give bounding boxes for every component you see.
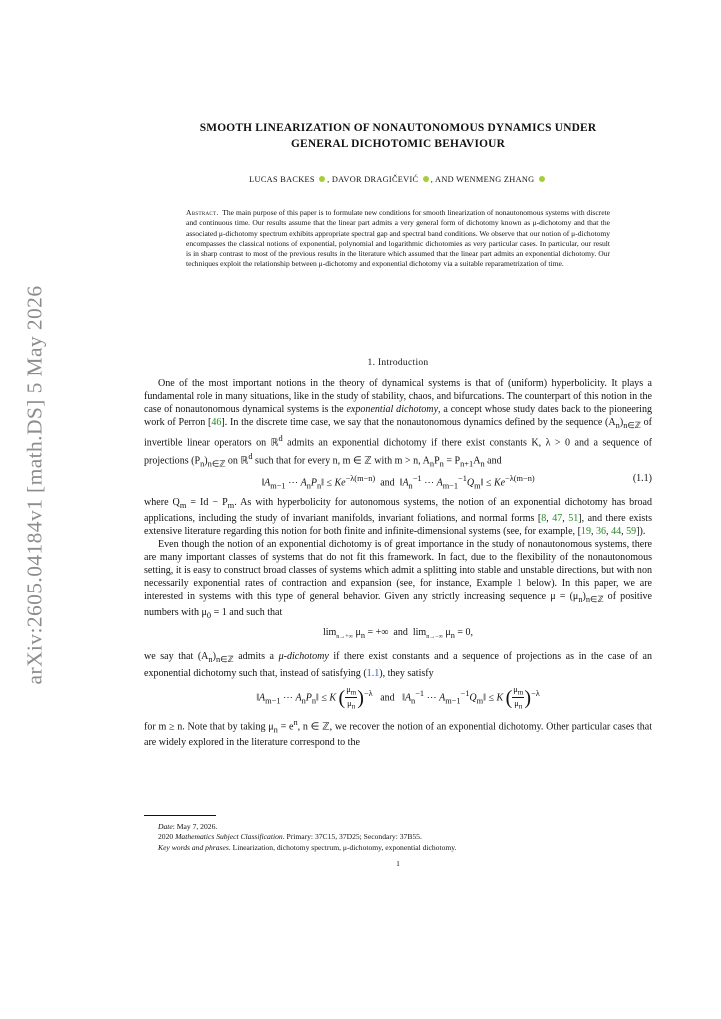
abstract-text: The main purpose of this paper is to formulate new conditions for smooth linearization of nonautonomous systems with discrete and continuous time. Our results assume that the linear part admits a very general form of dichotomy known as μ-dichotomy and that the associated μ-dichotomy spectrum exhibits appropriate spectral gap and spectral band conditions. We observe that our notion of μ-dichotomy encompasses the classical notions of exponential, polynomial and logarithmic dichotomies as very particular cases. In particular, our result is in sharp contrast to most of the previous results in the literature which assumed that the linear part admits an exponential dichotomy. Our techniques exploit the relationship between μ-dichotomy and exponential dichotomy via a suitable reparametrization of time.: [186, 208, 610, 269]
section-heading: 1. Introduction: [367, 358, 429, 368]
footnote-keywords: Key words and phrases. Linearization, dichotomy spectrum, μ-dichotomy, exponential dichotomy.: [158, 842, 457, 852]
orcid-icon[interactable]: [539, 176, 545, 182]
citation-link[interactable]: 46: [211, 417, 222, 429]
equation-1-1: $‖A_{m-1}$ ⋯ $A_nP_n‖ \le Ke^{-\lambda(m-n)}$ and $‖A_n^{-1}$ ⋯ $A_{m-1}^{-1}Q_m‖ \le Ke^{-\lambda(m-n)}$ (1.1): [261, 473, 652, 491]
citation-link[interactable]: 59: [626, 525, 637, 537]
arxiv-stamp: [0, 0, 70, 1019]
citation-link[interactable]: 36: [596, 525, 607, 537]
footnote-msc: 2020 Mathematics Subject Classification. Primary: 37C15, 37D25; Secondary: 37B55.: [158, 832, 422, 842]
example-ref-link[interactable]: 1: [516, 578, 522, 590]
equation-ref-link[interactable]: 1.1: [366, 667, 380, 679]
paper-title: [144, 120, 652, 152]
footnotes: [158, 822, 652, 853]
orcid-icon[interactable]: [319, 176, 325, 182]
citation-link[interactable]: 44: [611, 525, 622, 537]
abstract-label: Abstract.: [186, 208, 219, 217]
paragraph: we say that $(A_n)_{n\in ℤ}$ admits a μ-dichotomy if there exist constants and a sequence of projections as in the case of an exponential dichotomy such that, instead of satisfying (1.1), they satisfy: [144, 651, 652, 679]
footnote-date: Date: May 7, 2026.: [158, 822, 218, 831]
equation-limits: $\lim_{n\to+\infty} \mu_n$ = +∞ and $\lim_{n\to-\infty} \mu_n = 0$,: [322, 627, 474, 641]
citation-link[interactable]: 47: [552, 512, 563, 524]
author-name: , DAVOR DRAGIČEVIĆ: [327, 175, 419, 184]
citation-link[interactable]: 8: [541, 512, 547, 524]
equation-mu-dichotomy: $‖A_{m-1}$ ⋯ $A_nP_n‖ \le K$ ( $\frac{\mu_m}{\mu_n}$ )$^{-\lambda}$ and $‖A_n^{-1}$ ⋯ $A_{m-1}^{-1}Q_m‖ \le K$ ( $\frac{\mu_m}{\mu_n}$ )$^{-\lambda}$: [256, 683, 540, 711]
arxiv-id: arXiv:2605.04184v1 [math.DS] 5 May 2026: [22, 285, 47, 685]
body-text: [144, 377, 652, 750]
paragraph: for m ≥ n. Note that by taking $\mu_n = e^n$, n ∈ ℤ, we recover the notion of an exponential dichotomy. Other particular cases that are widely explored in the literature correspond to the: [144, 717, 652, 749]
paragraph: One of the most important notions in the theory of dynamical systems is that of (uniform) hyperbolicity. It plays a fundamental role in many situations, like in the study of stability, chaos, and bifurcations. The counterpart of this notion in the case of nonautonomous dynamical systems is the exponential dichotomy, a concept whose study dates back to the pioneering work of Perron [46]. In the discrete time case, we say that the nonautonomous dynamics defined by the sequence $(A_n)_{n\in ℤ}$ of invertible linear operators on ℝ$^d$ admits an exponential dichotomy if there exist constants K, λ > 0 and a sequence of projections $(P_n)_{n\in ℤ}$ on ℝ$^d$ such that for every n, m ∈ ℤ with m > n, $A_nP_n = P_{n+1}A_n$ and: [144, 378, 653, 469]
title-line-2: GENERAL DICHOTOMIC BEHAVIOUR: [290, 138, 506, 150]
page-number: 1: [396, 859, 400, 868]
footnote-rule: [144, 815, 216, 816]
abstract: [186, 208, 610, 270]
paragraph: Even though the notion of an exponential dichotomy is of great importance in the study of nonautonomous systems, there are many important classes of systems that do not fit this framework. In fact, due to the flexibility of the nonautonomous setting, it is easy to construct broad classes of systems which admit a splitting into stable and unstable directions, but with non necessarily exponential rates of contraction and expansion (see, for instance, Example 1 below). In this paper, we are interested in systems with this type of general behavior. Given any strictly increasing sequence $\mu = (\mu_n)_{n\in ℤ}$ of positive numbers with $\mu_0 = 1$ and such that: [144, 538, 652, 621]
paragraph: where $Q_m = Id - P_m$. As with hyperbolicity for autonomous systems, the notion of an exponential dichotomy has broad applications, including the study of invariant manifolds, invariant foliations, and normal forms [8, 47, 51], and there exists extensive literature regarding this notion for both finite and infinite-dimensional systems (see, for example, [19, 36, 44, 59]).: [144, 496, 652, 537]
author-name: , AND WENMENG ZHANG: [430, 175, 535, 184]
citation-link[interactable]: 51: [568, 512, 579, 524]
author-list: [144, 175, 652, 184]
orcid-icon[interactable]: [423, 176, 429, 182]
equation-number: (1.1): [632, 473, 652, 485]
citation-link[interactable]: 19: [580, 525, 591, 537]
author-name: LUCAS BACKES: [249, 175, 315, 184]
title-line-1: SMOOTH LINEARIZATION OF NONAUTONOMOUS DYNAMICS UNDER: [199, 122, 597, 134]
